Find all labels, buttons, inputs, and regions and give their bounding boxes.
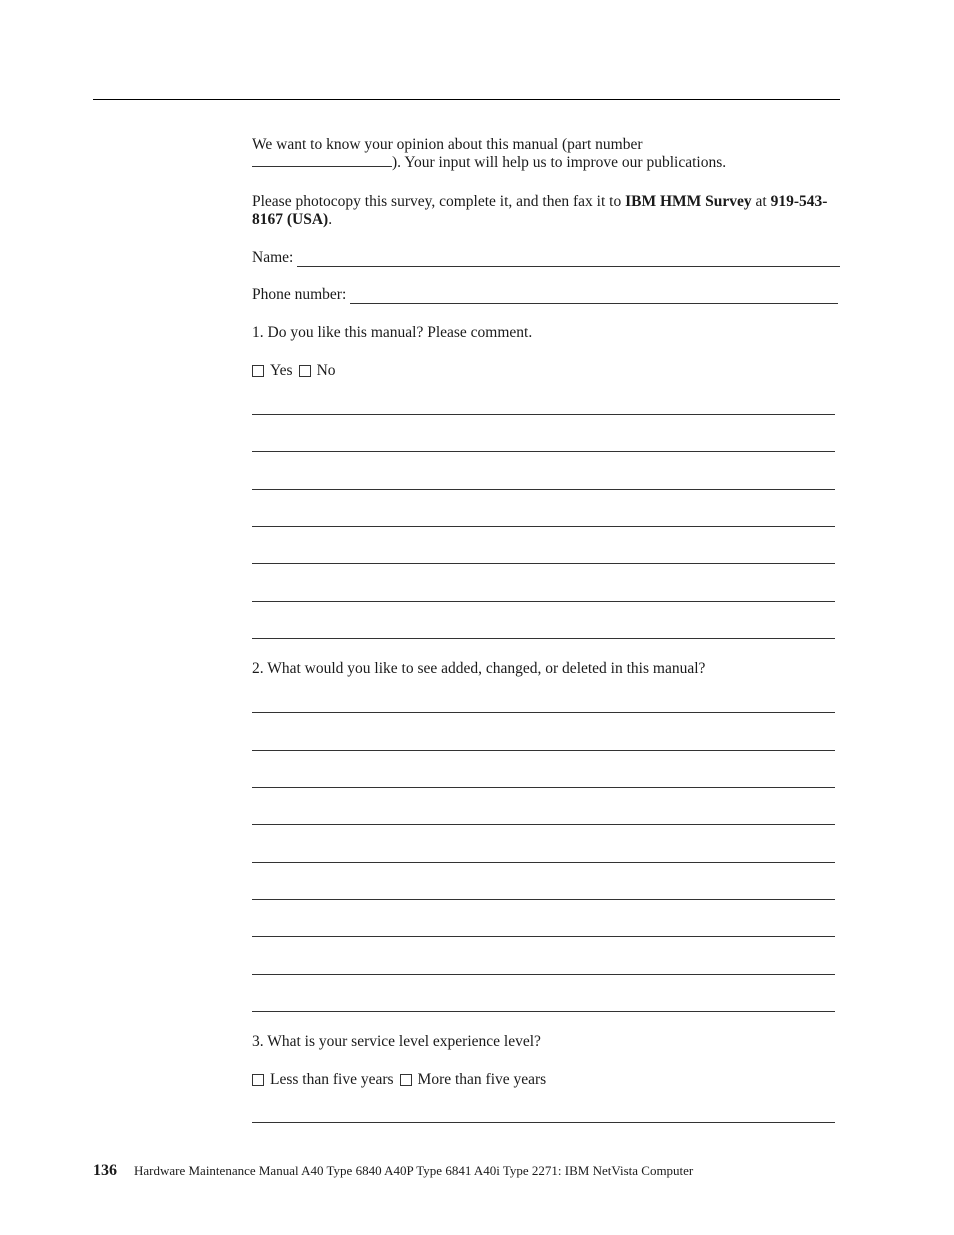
- header-rule: [93, 99, 840, 100]
- answer-line[interactable]: [252, 899, 835, 900]
- fax-instructions: [252, 193, 842, 229]
- more-than-five-checkbox[interactable]: [400, 1074, 412, 1086]
- less-than-five-checkbox[interactable]: [252, 1074, 264, 1086]
- answer-line[interactable]: [252, 638, 835, 639]
- question-2: 2. What would you like to see added, changed, or deleted in this manual?: [252, 660, 706, 677]
- fax-text-end: .: [328, 211, 333, 228]
- answer-line[interactable]: [252, 601, 835, 602]
- question-1-options: [252, 362, 342, 380]
- yes-checkbox[interactable]: [252, 365, 264, 377]
- answer-line[interactable]: [252, 862, 835, 863]
- phone-field-row: [252, 286, 838, 304]
- answer-line[interactable]: [252, 1122, 835, 1123]
- answer-line[interactable]: [252, 712, 835, 713]
- intro-line-2: ). Your input will help us to improve our publications.: [392, 154, 727, 171]
- name-label: Name:: [252, 249, 294, 266]
- answer-line[interactable]: [252, 974, 835, 975]
- fax-number: 919-543-8167 (USA): [252, 193, 828, 228]
- question-1: 1. Do you like this manual? Please comment.: [252, 324, 533, 341]
- phone-field[interactable]: [350, 289, 838, 304]
- answer-line[interactable]: [252, 936, 835, 937]
- part-number-blank[interactable]: [252, 154, 392, 167]
- yes-label: Yes: [270, 362, 293, 379]
- fax-text-mid: at: [751, 193, 771, 210]
- more-than-five-label: More than five years: [417, 1071, 547, 1088]
- footer-title: Hardware Maintenance Manual A40 Type 6840 A40P Type 6841 A40i Type 2271: IBM NetVista Computer: [134, 1163, 694, 1178]
- answer-line[interactable]: [252, 526, 835, 527]
- survey-name: IBM HMM Survey: [625, 193, 752, 210]
- name-field-row: [252, 249, 840, 267]
- intro-paragraph: [252, 136, 812, 172]
- page-footer: [93, 1162, 693, 1180]
- answer-line[interactable]: [252, 787, 835, 788]
- phone-label: Phone number:: [252, 286, 347, 303]
- no-label: No: [316, 362, 336, 379]
- answer-line[interactable]: [252, 414, 835, 415]
- less-than-five-label: Less than five years: [270, 1071, 394, 1088]
- question-3: 3. What is your service level experience level?: [252, 1033, 541, 1050]
- answer-line[interactable]: [252, 489, 835, 490]
- answer-line[interactable]: [252, 824, 835, 825]
- no-checkbox[interactable]: [299, 365, 311, 377]
- fax-text: Please photocopy this survey, complete it, and then fax it to: [252, 193, 626, 210]
- answer-line[interactable]: [252, 563, 835, 564]
- answer-line[interactable]: [252, 451, 835, 452]
- answer-line[interactable]: [252, 1011, 835, 1012]
- answer-line[interactable]: [252, 750, 835, 751]
- name-field[interactable]: [297, 252, 840, 267]
- page-number: 136: [93, 1162, 117, 1179]
- intro-line-1: We want to know your opinion about this manual (part number: [252, 136, 643, 153]
- question-3-options: [252, 1071, 552, 1089]
